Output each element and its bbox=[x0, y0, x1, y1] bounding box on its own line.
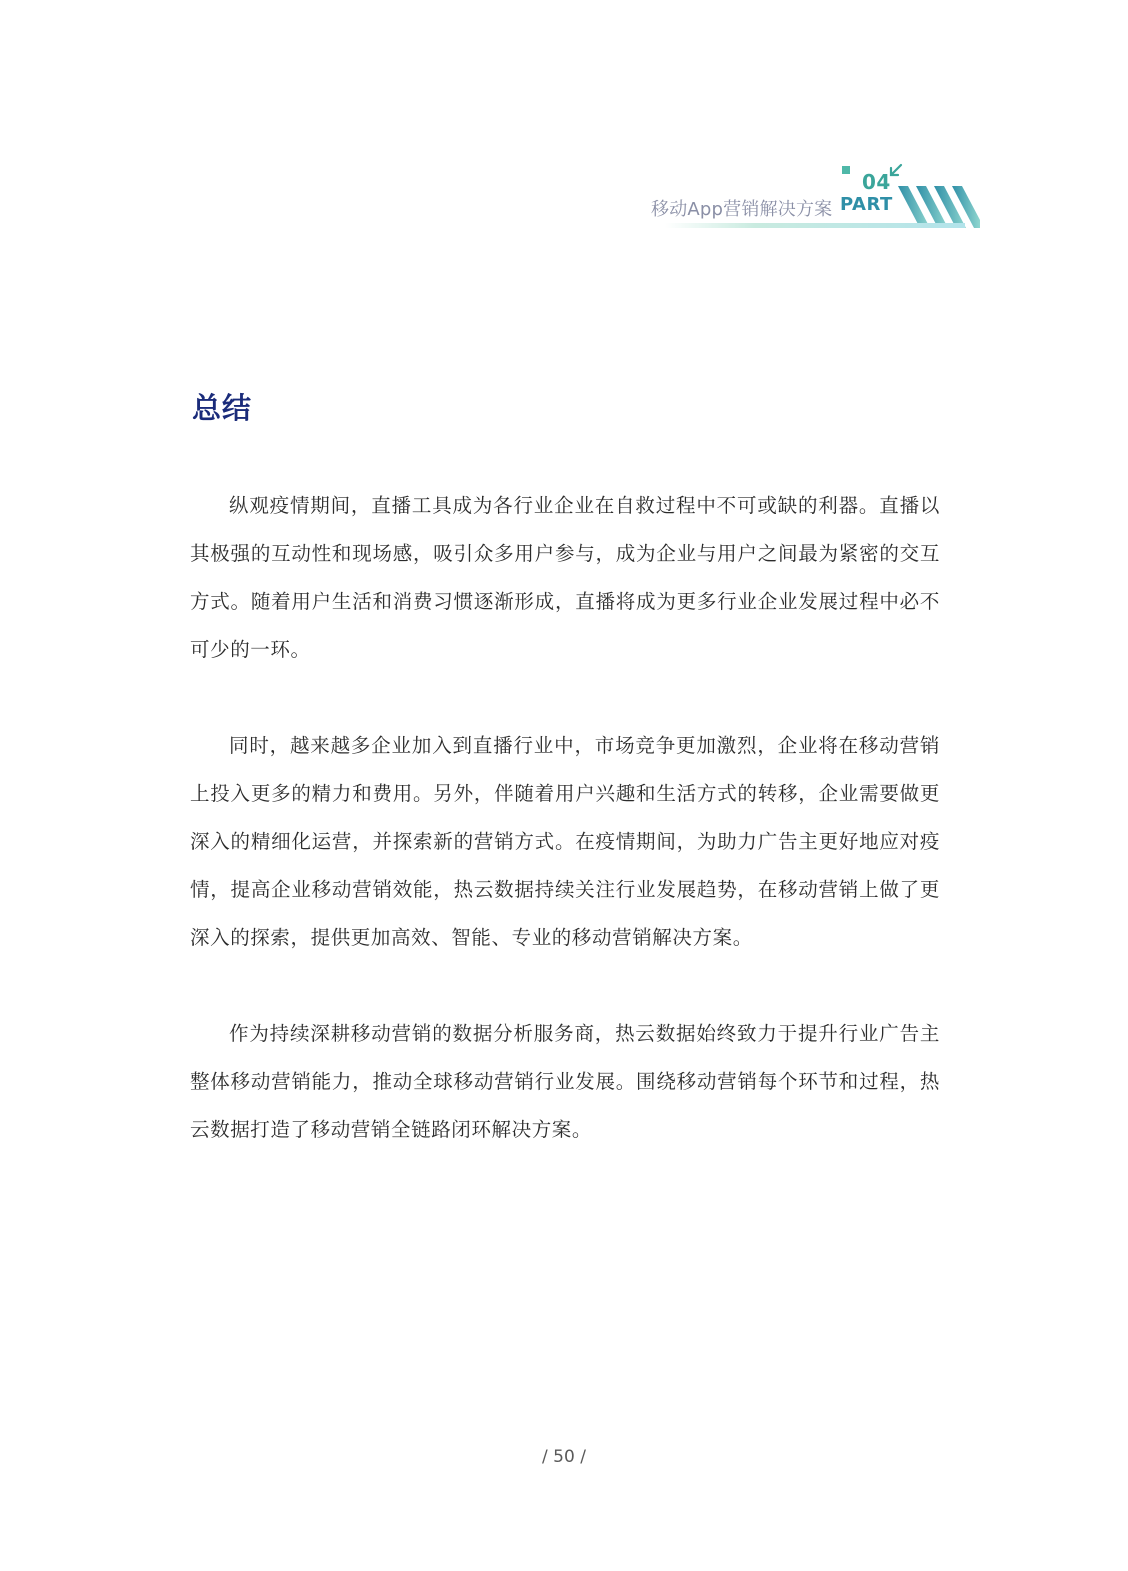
header-subtitle: 移动App营销解决方案 bbox=[651, 199, 833, 220]
stripes-decoration-icon bbox=[880, 186, 980, 228]
part-number: 04 bbox=[862, 170, 891, 194]
section-title: 总结 bbox=[192, 391, 253, 425]
header-underline bbox=[665, 223, 965, 228]
paragraph-3: 作为持续深耕移动营销的数据分析服务商，热云数据始终致力于提升行业广告主整体移动营销能力，推动全球移动营销行业发展。围绕移动营销每个环节和过程，热云数据打造了移动营销全链路闭环解决方案。 bbox=[190, 1022, 940, 1141]
paragraph-1: 纵观疫情期间，直播工具成为各行业企业在自救过程中不可或缺的利器。直播以其极强的互动性和现场感，吸引众多用户参与，成为企业与用户之间最为紧密的交互方式。随着用户生活和消费习惯逐渐形成，直播将成为更多行业企业发展过程中必不可少的一环。 bbox=[190, 494, 940, 661]
page-number: / 50 / bbox=[542, 1447, 586, 1467]
arrow-down-left-icon bbox=[886, 162, 904, 180]
body-text bbox=[190, 482, 940, 1202]
section-header bbox=[640, 160, 980, 240]
header-square-icon bbox=[842, 166, 850, 174]
paragraph-2: 同时，越来越多企业加入到直播行业中，市场竞争更加激烈，企业将在移动营销上投入更多的精力和费用。另外，伴随着用户兴趣和生活方式的转移，企业需要做更深入的精细化运营，并探索新的营销方式。在疫情期间，为助力广告主更好地应对疫情，提高企业移动营销效能，热云数据持续关注行业发展趋势，在移动营销上做了更深入的探索，提供更加高效、智能、专业的移动营销解决方案。 bbox=[190, 734, 940, 949]
part-label: PART bbox=[840, 194, 893, 215]
